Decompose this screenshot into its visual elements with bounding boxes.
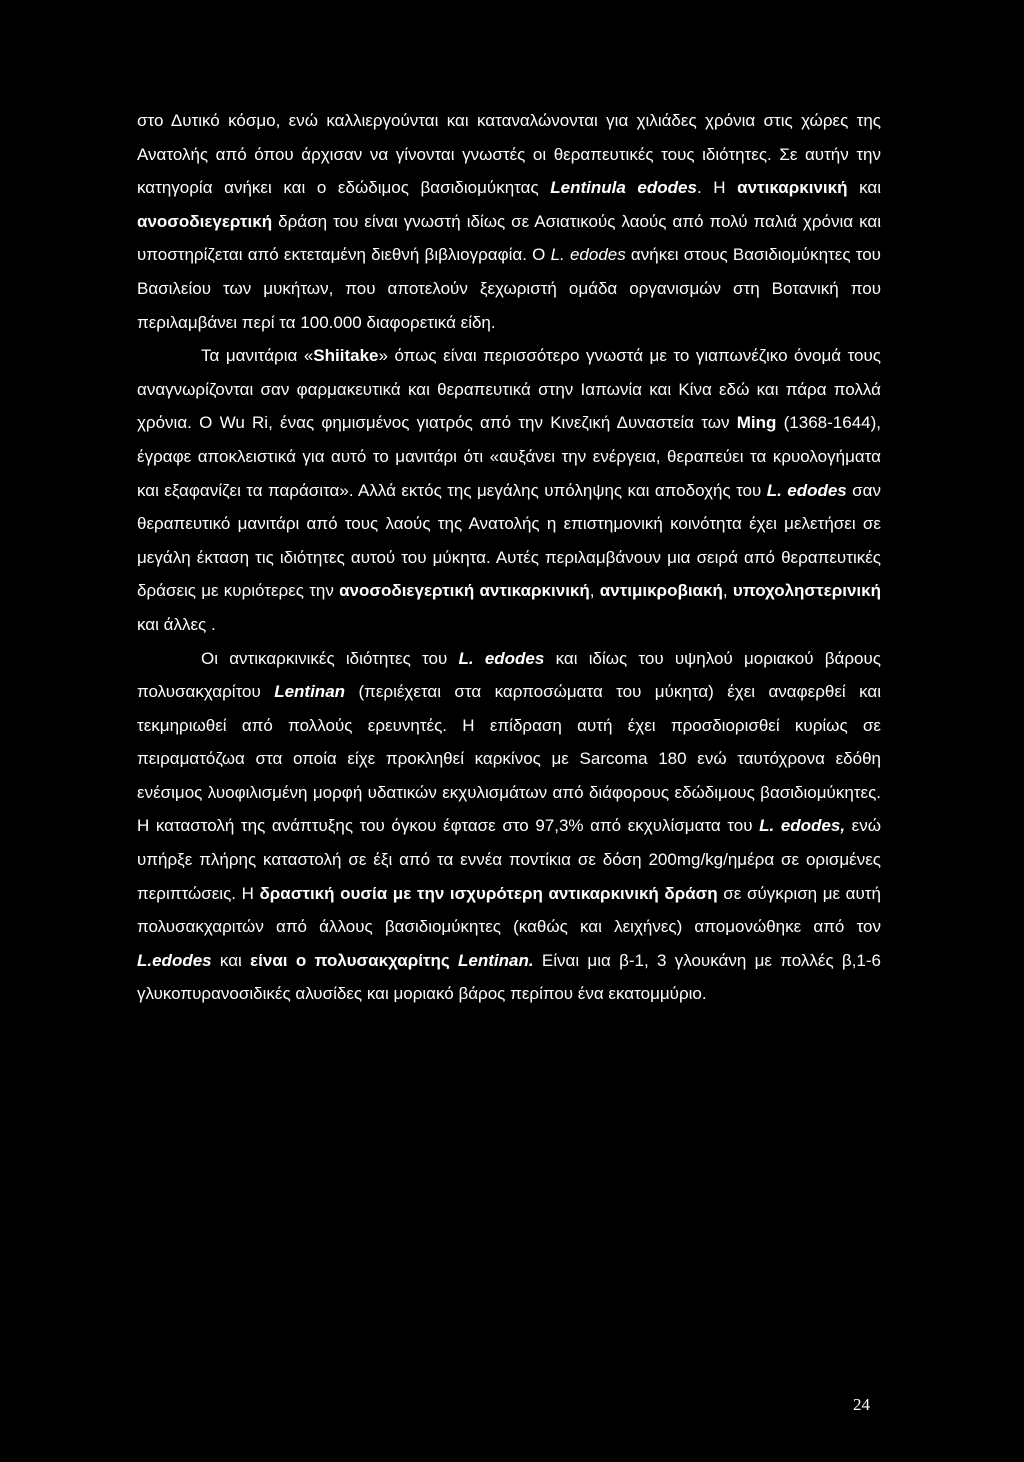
text-run: δράση του είναι γνωστή ιδίως σε Ασιατικούς λαούς από πολύ παλιά χρόνια και υποστηρίζεται από εκτεταμένη διεθνή βιβλιογραφία. Ο <box>137 211 881 265</box>
text-run: σε σύγκριση με αυτή πολυσακχαριτών από άλλους βασιδιομύκητες (καθώς και λειχήνες) απομονώθηκε από τον <box>137 883 881 937</box>
paragraph-3 <box>137 642 881 1012</box>
emphasis: Ming <box>736 413 777 433</box>
text-run: » όπως είναι περισσότερο γνωστά με το γιαπωνέζικο όνομά τους αναγνωρίζονται σαν φαρμακευτικά και θεραπευτικά στην Ιαπωνία και Κίνα εδώ και πάρα πολλά χρόνια. Ο Wu Ri, ένας φημισμένος γιατρός από την Κινεζική Δυναστεία των <box>137 346 881 433</box>
text-run: και <box>847 178 882 198</box>
emphasis: ανοσοδιεγερτική αντικαρκινική <box>339 581 590 601</box>
text-run: ανήκει στους Βασιδιομύκητες του Βασιλείου των μυκήτων, που αποτελούν ξεχωριστή ομάδα οργανισμών στη Βοτανική που περιλαμβάνει περί τα 100.000 διαφορετικά είδη. <box>137 245 881 332</box>
emphasis: ανοσοδιεγερτική <box>137 211 273 231</box>
compound-name: Lentinan <box>274 682 346 702</box>
text-run: (περιέχεται στα καρποσώματα του μύκητα) έχει αναφερθεί και τεκμηριωθεί από πολλούς ερευνητές. Η επίδραση αυτή έχει προσδιορισθεί κυρίως σε πειραματόζωα στα οποία είχε προκληθεί καρκίνος με Sarcoma 180 ενώ ταυτόχρονα εδόθη ενέσιμος λυοφιλισμένη μορφή υδατικών εκχυλισμάτων από διάφορους εδώδιμους βασιδιομύκητες. Η καταστολή της ανάπτυξης του όγκου έφτασε στο 97,3% από εκχυλίσματα του <box>137 682 881 836</box>
text-run: Τα μανιτάρια « <box>201 346 314 366</box>
species-name: L. edodes <box>458 648 545 668</box>
paragraph-1 <box>137 104 881 339</box>
emphasis: υποχοληστερινική <box>732 581 881 601</box>
text-run: . Η <box>696 178 738 198</box>
compound-name: Lentinan. <box>458 950 534 970</box>
text-run: ενώ υπήρξε πλήρης καταστολή σε έξι από τα εννέα ποντίκια σε δόση 200mg/kg/ημέρα σε ορισμένες περιπτώσεις. Η <box>137 816 882 903</box>
species-name: Lentinula edodes <box>550 178 697 198</box>
species-name: L. edodes <box>550 245 626 265</box>
emphasis: αντικαρκινική <box>737 178 848 198</box>
emphasis: είναι ο πολυσακχαρίτης <box>250 950 450 970</box>
text-run: στο Δυτικό κόσμο, ενώ καλλιεργούνται και καταναλώνονται για χιλιάδες χρόνια στις χώρες της Ανατολής από όπου άρχισαν να γίνονται γνωστές οι θεραπευτικές τους ιδιότητες. Σε αυτήν την κατηγορία ανήκει και ο εδώδιμος βασιδιομύκητας <box>137 111 881 198</box>
species-name: L. edodes <box>766 480 847 500</box>
paragraph-2 <box>137 339 881 641</box>
text-run <box>450 951 458 970</box>
species-name: L. edodes, <box>759 816 846 836</box>
text-run: Οι αντικαρκινικές ιδιότητες του <box>201 648 459 668</box>
emphasis: αντιμικροβιακή <box>599 581 723 601</box>
text-run: σαν θεραπευτικό μανιτάρι από τους λαούς της Ανατολής η επιστημονική κοινότητα έχει μελετήσει σε μεγάλη έκταση τις ιδιότητες αυτού του μύκητα. Αυτές περιλαμβάνουν μια σειρά από θεραπευτικές δράσεις με κυριότερες την <box>137 480 882 601</box>
page-number: 24 <box>853 1395 870 1414</box>
text-run: (1368-1644), έγραφε αποκλειστικά για αυτό το μανιτάρι ότι «αυξάνει την ενέργεια, θεραπεύει τα κρυολογήματα και εξαφανίζει τα παράσιτα». Αλλά εκτός της μεγάλης υπόληψης και αποδοχής του <box>137 413 881 500</box>
text-run: και ιδίως του υψηλού μοριακού βάρους πολυσακχαρίτου <box>137 648 881 702</box>
text-run: και άλλες . <box>137 614 216 634</box>
text-run: , <box>589 581 600 601</box>
emphasis: Shiitake <box>313 346 379 366</box>
emphasis: δραστική ουσία με την ισχυρότερη αντικαρκινική δράση <box>259 883 718 903</box>
text-run: , <box>722 581 733 601</box>
text-run: και <box>211 950 251 970</box>
text-run: Είναι μια β-1, 3 γλουκάνη με πολλές β,1-6 γλυκοπυρανοσιδικές αλυσίδες και μοριακό βάρος περίπου ένα εκατομμύριο. <box>137 950 882 1004</box>
species-name: L.edodes <box>137 950 212 970</box>
document-body <box>137 104 881 1011</box>
